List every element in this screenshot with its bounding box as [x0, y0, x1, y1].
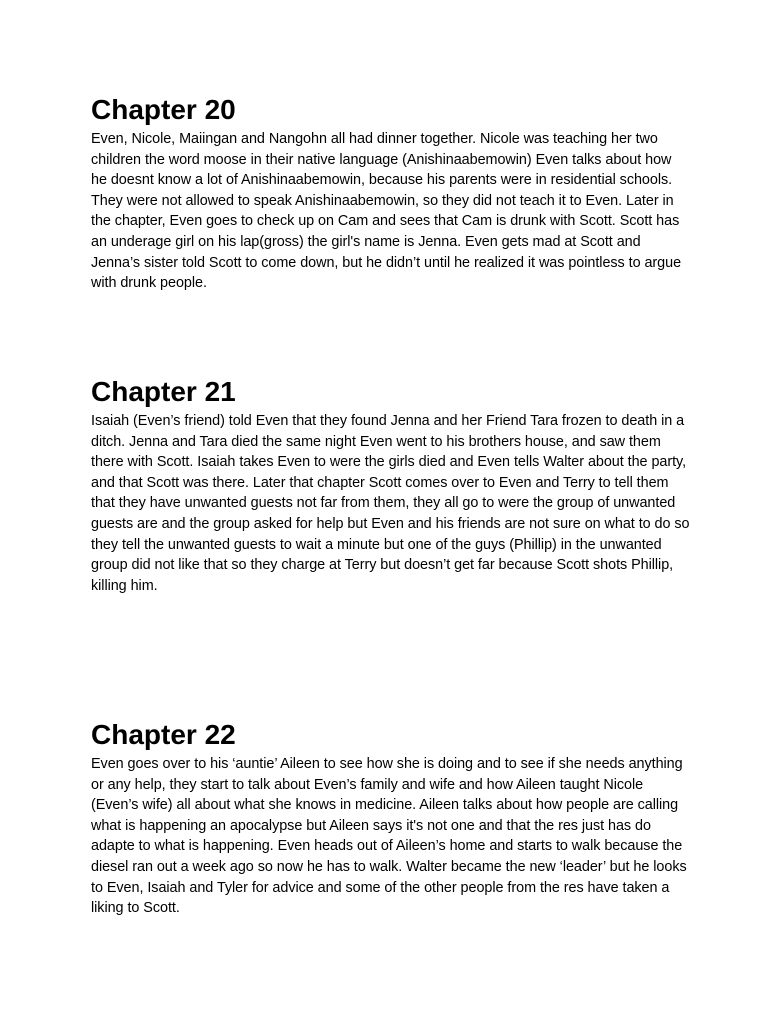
chapter-21-section — [91, 375, 691, 596]
chapter-body: Even goes over to his ‘auntie’ Aileen to see how she is doing and to see if she needs anything or any help, they start to talk about Even’s family and wife and how Aileen taught Nicole (Even’s wife) all about what she knows in medicine. Aileen talks about how people are calling what is happening an apocalypse but Aileen says it's not one and that the res just has do adapte to what is happening. Even heads out of Aileen’s home and starts to walk because the diesel ran out a week ago so now he has to walk. Walter became the new ‘leader’ but he looks to Even, Isaiah and Tyler for advice and some of the other people from the res have taken a liking to Scott. — [91, 756, 687, 917]
chapter-title: Chapter 20 — [91, 94, 236, 125]
chapter-title: Chapter 22 — [91, 719, 236, 750]
chapter-22-section — [91, 718, 691, 919]
chapter-body: Isaiah (Even’s friend) told Even that they found Jenna and her Friend Tara frozen to death in a ditch. Jenna and Tara died the same night Even went to his brothers house, and saw them there with Scott. Isaiah takes Even to were the girls died and Even tells Walter about the party, and that Scott was there. Later that chapter Scott comes over to Even and Terry to tell them that they have unwanted guests not far from them, they all go to were the group of unwanted guests are and the group asked for help but Even and his friends are not sure on what to do so they tell the unwanted guests to wait a minute but one of the guys (Phillip) in the unwanted group did not like that so they charge at Terry but doesn’t get far because Scott shots Phillip, killing him. — [91, 413, 690, 594]
chapter-20-section — [91, 93, 691, 294]
chapter-title: Chapter 21 — [91, 376, 236, 407]
chapter-body: Even, Nicole, Maiingan and Nangohn all had dinner together. Nicole was teaching her two children the word moose in their native language (Anishinaabemowin) Even talks about how he doesnt know a lot of Anishinaabemowin, because his parents were in residential schools. They were not allowed to speak Anishinaabemowin, so they did not teach it to Even. Later in the chapter, Even goes to check up on Cam and sees that Cam is drunk with Scott. Scott has an underage girl on his lap(gross) the girl's name is Jenna. Even gets mad at Scott and Jenna’s sister told Scott to come down, but he didn’t until he realized it was pointless to argue with drunk people. — [91, 131, 682, 292]
